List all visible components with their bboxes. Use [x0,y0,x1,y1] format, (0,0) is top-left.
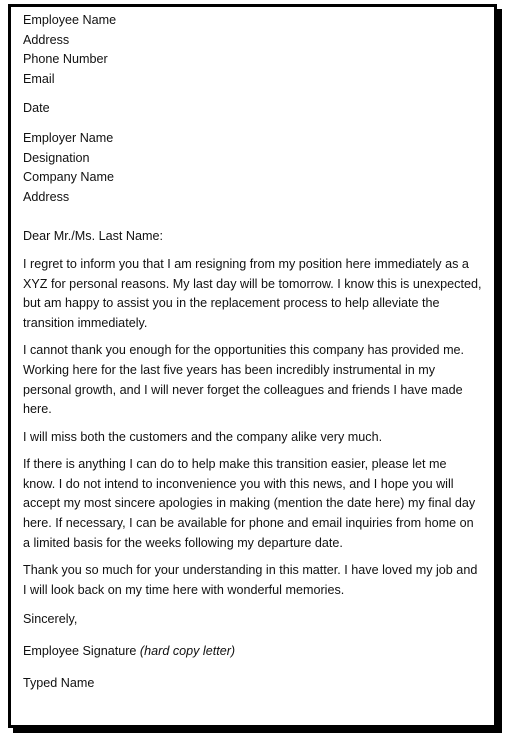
date-line: Date [23,101,50,116]
recipient-company: Company Name [23,170,114,185]
salutation: Dear Mr./Ms. Last Name: [23,229,163,244]
recipient-address: Address [23,189,70,204]
sender-name: Employee Name [23,13,117,27]
paragraph-5: Thank you so much for your understanding in this matter. I have loved my job and I will look back on my time here with wonderful memories. [23,563,478,597]
letter-body [23,11,482,693]
signature-line [23,642,482,662]
sender-address: Address [23,32,70,47]
paragraph-3: I will miss both the customers and the company alike very much. [23,429,383,444]
signature-label: Employee Signature [23,644,137,659]
signature-note: (hard copy letter) [139,644,236,659]
letter-frame [8,4,497,728]
recipient-name: Employer Name [23,130,114,145]
typed-name: Typed Name [23,675,95,690]
closing: Sincerely, [23,612,78,627]
sender-phone: Phone Number [23,52,108,67]
paragraph-1: I regret to inform you that I am resigning from my position here immediately as a XYZ for personal reasons. My last day will be tomorrow. I know this is unexpected, but am happy to assist you in the replacement process to help alleviate the transition immediately. [23,256,482,330]
paragraph-4: If there is anything I can do to help make this transition easier, please let me know. I do not intend to inconvenience you with this news, and I hope you will accept my most sincere apologies in making (mention the date here) my final day here. If necessary, I can be available for phone and email inquiries from home on a limited basis for the weeks following my departure date. [23,457,476,550]
recipient-designation: Designation [23,150,90,165]
sender-email: Email [23,71,55,86]
paragraph-2: I cannot thank you enough for the opportunities this company has provided me. Working here for the last five years has been incredibly instrumental in my personal growth, and I will never forget the colleagues and friends I have made here. [23,343,465,417]
